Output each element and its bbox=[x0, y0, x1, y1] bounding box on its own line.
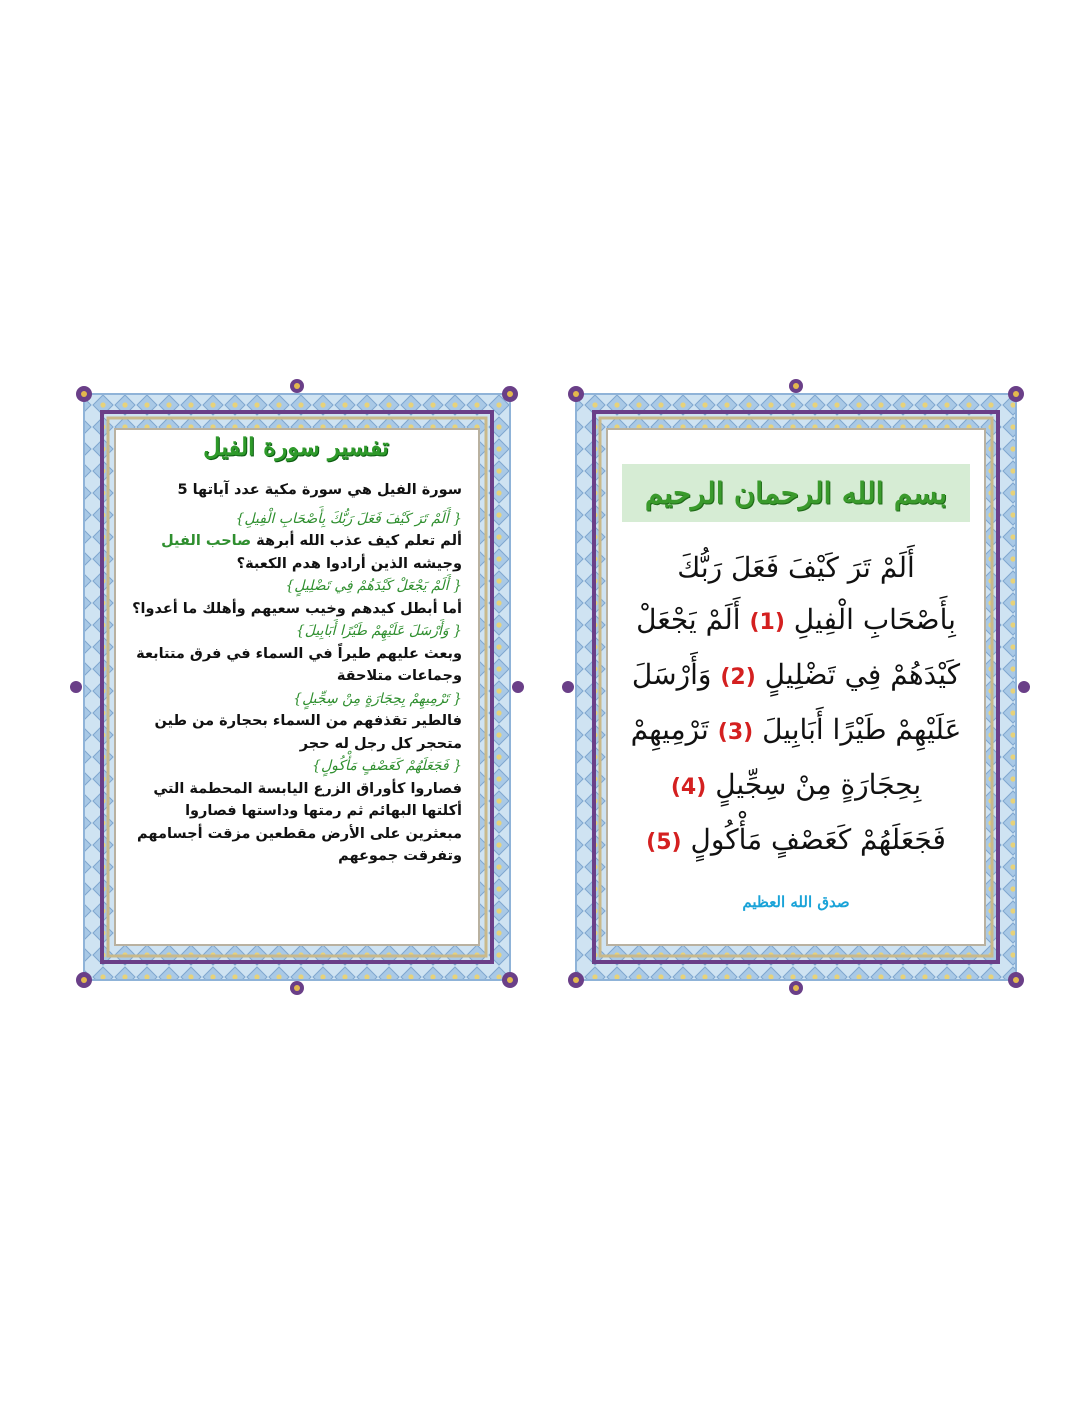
verse-5: { فَجَعَلَهُمْ كَعَصْفٍ مَأْكُولٍ} bbox=[312, 758, 462, 774]
verse-2: { أَلَمْ يَجْعَلْ كَيْدَهُمْ فِي تَضْلِيلٍ} bbox=[285, 578, 462, 594]
verse-number-5: (5) bbox=[646, 830, 682, 855]
tafsir-card bbox=[70, 372, 524, 1002]
highlight-text: صاحب الفيل bbox=[161, 533, 252, 549]
surah-panel bbox=[606, 428, 986, 946]
surah-line-1: أَلَمْ تَرَ كَيْفَ فَعَلَ رَبُّكَ bbox=[677, 551, 915, 584]
verse-number-3: (3) bbox=[717, 720, 754, 745]
tafsir-3: وبعث عليهم طيراً في السماء في فرق متتابعة وجماعات متلاحقة bbox=[136, 645, 462, 684]
basmala-banner bbox=[622, 464, 970, 522]
verse-number-4: (4) bbox=[670, 775, 707, 800]
tafsir-panel bbox=[114, 428, 480, 946]
tafsir-title: تفسير سورة الفيل bbox=[203, 432, 389, 461]
verse-4: { تَرْمِيهِمْ بِحِجَارَةٍ مِنْ سِجِّيلٍ} bbox=[293, 690, 462, 707]
tafsir-4: فالطير تقذفهم من السماء بحجارة من طين متحجر كل رجل له حجر bbox=[154, 713, 462, 752]
surah-intro: سورة الفيل هي سورة مكية عدد آياتها 5 bbox=[177, 482, 462, 498]
surah-line-4: عَلَيْهِمْ طَيْرًا أَبَابِيلَ (3) تَرْمِيهِمْ bbox=[630, 713, 962, 746]
surah-line-2: بِأَصْحَابِ الْفِيلِ (1) أَلَمْ يَجْعَلْ bbox=[636, 603, 956, 636]
surah-card bbox=[562, 372, 1030, 1002]
verse-3: { وَأَرْسَلَ عَلَيْهِمْ طَيْرًا أَبَابِيلَ} bbox=[295, 623, 462, 639]
closing-phrase: صدق الله العظيم bbox=[742, 893, 850, 911]
basmala: بسم الله الرحمان الرحيم bbox=[644, 476, 948, 510]
surah-text bbox=[608, 542, 984, 869]
surah-line-6: فَجَعَلَهُمْ كَعَصْفٍ مَأْكُولٍ (5) bbox=[646, 823, 946, 856]
surah-line-5: بِحِجَارَةٍ مِنْ سِجِّيلٍ (4) bbox=[670, 768, 922, 801]
verse-number-1: (1) bbox=[749, 610, 785, 635]
verse-number-2: (2) bbox=[720, 665, 756, 690]
tafsir-5: فصاروا كأوراق الزرع اليابسة المحطمة التي أكلتها البهائم ثم رمتها وداستها فصاروا مبعثرين على الأرض مقطعين مزقت أجسامهم وتفرقت جموعهم bbox=[137, 780, 462, 864]
surah-line-3: كَيْدَهُمْ فِي تَضْلِيلٍ (2) وَأَرْسَلَ bbox=[631, 658, 961, 691]
verse-1: { أَلَمْ تَرَ كَيْفَ فَعَلَ رَبُّكَ بِأَصْحَابِ الْفِيلِ} bbox=[235, 510, 462, 527]
tafsir-1: ألم تعلم كيف عذب الله أبرهة صاحب الفيل وجيشه الذين أرادوا هدم الكعبة؟ bbox=[161, 533, 462, 572]
tafsir-2: أما أبطل كيدهم وخيب سعيهم وأهلك ما أعدوا؟ bbox=[132, 600, 462, 617]
